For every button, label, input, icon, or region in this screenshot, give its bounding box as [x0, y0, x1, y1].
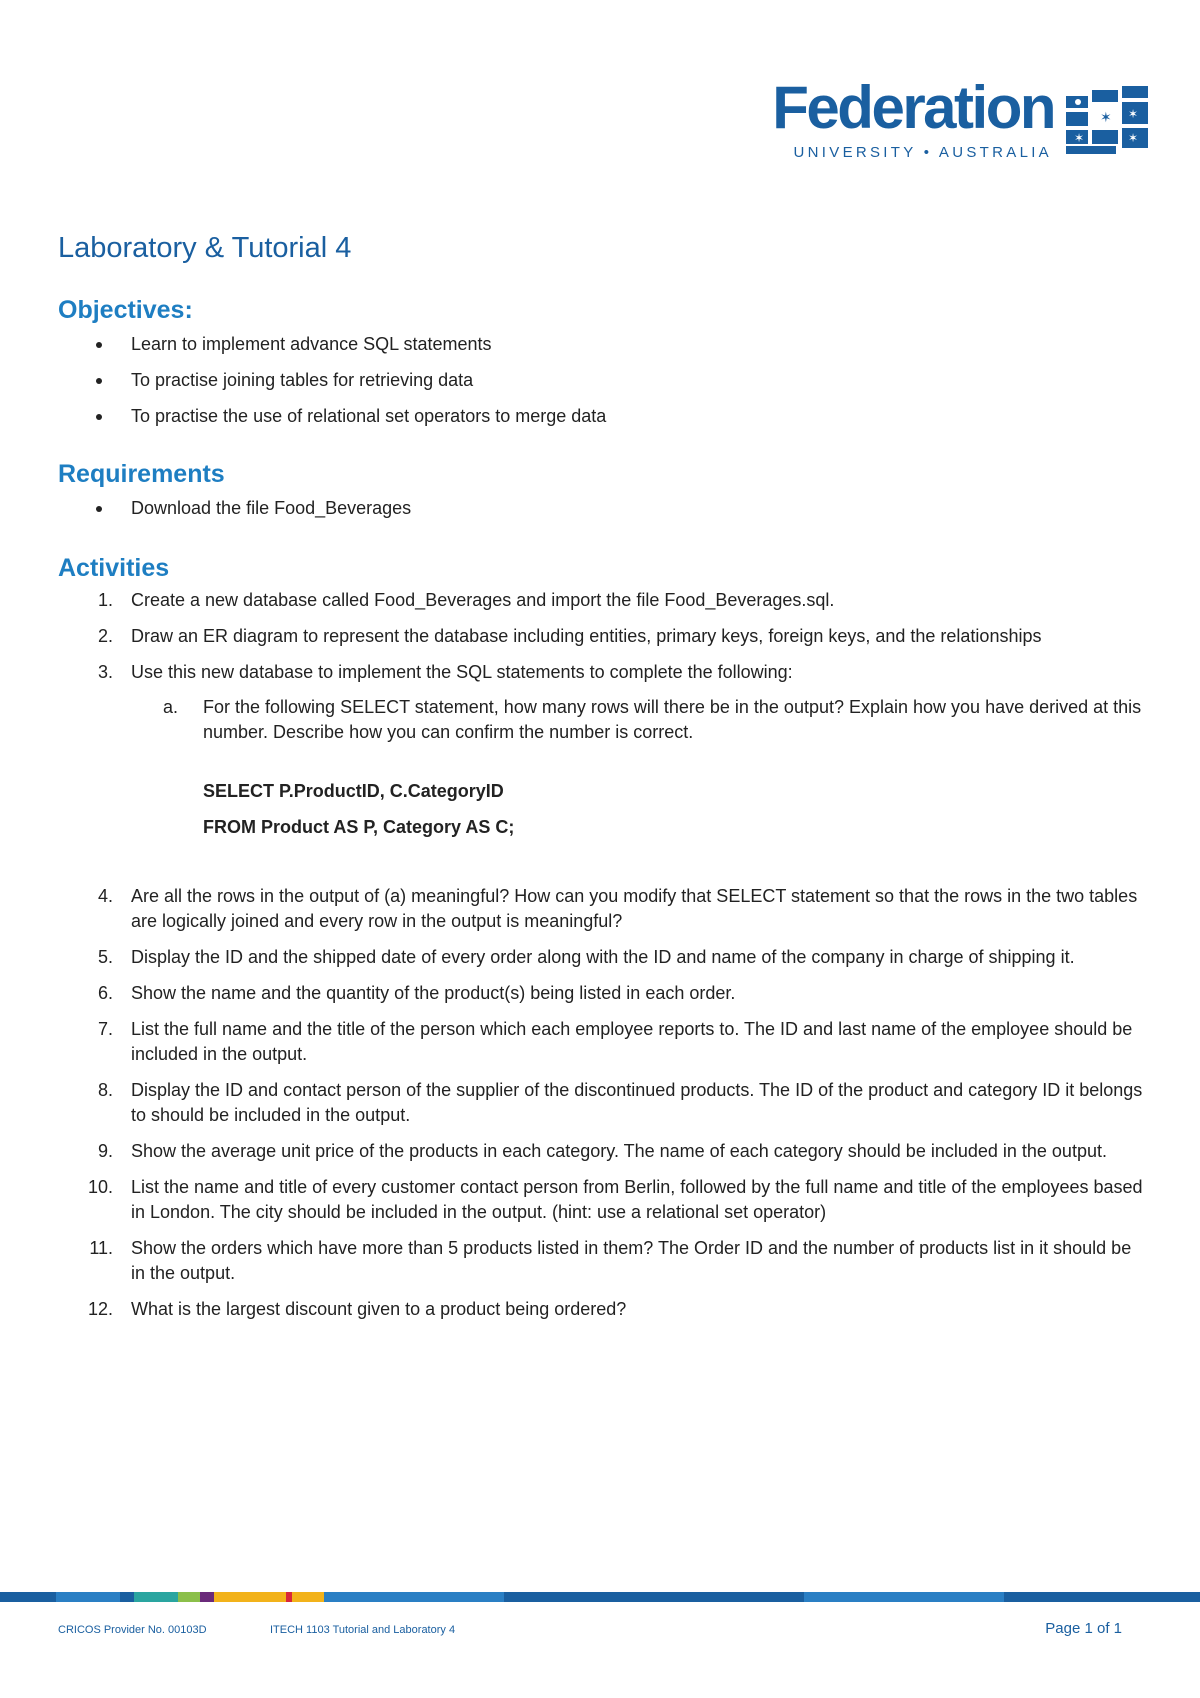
list-item: 2. Draw an ER diagram to represent the database including entities, primary keys, foreign keys, and the relationships — [97, 626, 1042, 646]
svg-text:✶: ✶ — [1128, 131, 1139, 145]
bar-segment — [324, 1592, 504, 1602]
page-footer — [58, 1620, 1122, 1637]
objectives-list — [58, 332, 1148, 428]
list-item: 3. Use this new database to implement the SQL statements to complete the following: a. For the following SELECT statement, how many rows will there be in the output? Explain how you have derived at this number. Describe how you can confirm the number is correct. SELECT P.ProductID, C.CategoryID FROM Product AS P, Category AS C; — [58, 660, 1148, 840]
bar-segment — [120, 1592, 134, 1602]
bar-segment — [134, 1592, 178, 1602]
list-item: 12. What is the largest discount given to a product being ordered? — [87, 1299, 627, 1319]
bullet-icon — [96, 342, 102, 348]
svg-text:✶: ✶ — [1074, 131, 1085, 145]
sub-item-a: a. For the following SELECT statement, how many rows will there be in the output? Explain how you have derived at this number. Describe how you can confirm the number is correct. — [163, 697, 1142, 742]
list-item: To practise joining tables for retrieving data — [58, 368, 1148, 392]
list-item: 9. Show the average unit price of the products in each category. The name of each category should be included in the output. — [97, 1141, 1107, 1161]
list-item: 11. Show the orders which have more than 5 products listed in them? The Order ID and the number of products list in it should be in the output. — [89, 1238, 1132, 1283]
svg-text:✶: ✶ — [1100, 110, 1112, 126]
list-item: 6. Show the name and the quantity of the product(s) being listed in each order. — [97, 983, 736, 1003]
list-item: 7. List the full name and the title of the person which each employee reports to. The ID and last name of the employee should be included in the output. — [97, 1019, 1133, 1064]
bar-segment — [200, 1592, 214, 1602]
objectives-heading: Objectives: — [58, 296, 193, 324]
bar-segment — [1004, 1592, 1200, 1602]
bar-segment — [292, 1592, 324, 1602]
code-line: FROM Product AS P, Category AS C; — [203, 817, 515, 837]
svg-text:✶: ✶ — [1128, 107, 1139, 121]
requirements-heading: Requirements — [58, 460, 225, 488]
code-line: SELECT P.ProductID, C.CategoryID — [203, 781, 504, 801]
bar-segment — [178, 1592, 200, 1602]
list-item: 8. Display the ID and contact person of the supplier of the discontinued products. The ID of the product and category ID it belongs to should be included in the output. — [97, 1080, 1143, 1125]
requirements-list — [58, 496, 1148, 520]
activities-list — [58, 588, 1148, 1322]
page-title: Laboratory & Tutorial 4 — [58, 232, 352, 264]
course-label: ITECH 1103 Tutorial and Laboratory 4 — [270, 1624, 456, 1636]
bar-segment — [804, 1592, 1004, 1602]
list-item: 1. Create a new database called Food_Beverages and import the file Food_Beverages.sql. — [97, 590, 835, 610]
bar-segment — [56, 1592, 120, 1602]
bar-segment — [504, 1592, 804, 1602]
footer-color-bar — [0, 1592, 1200, 1602]
sql-code-block — [131, 779, 1148, 840]
bar-segment — [214, 1592, 286, 1602]
university-logo — [772, 74, 1148, 161]
list-item: 10. List the name and title of every customer contact person from Berlin, followed by the full name and title of the employees based in London. The city should be included in the output. (hint: use a relational set operator) — [87, 1177, 1143, 1222]
logo-subtitle: UNIVERSITY • AUSTRALIA — [793, 144, 1052, 161]
list-item: 5. Display the ID and the shipped date of every order along with the ID and name of the company in charge of shipping it. — [97, 947, 1075, 967]
activities-heading: Activities — [58, 554, 170, 582]
list-item: Learn to implement advance SQL statements — [58, 332, 1148, 356]
flag-icon — [1066, 86, 1148, 156]
bullet-icon — [96, 378, 102, 384]
list-item: 4. Are all the rows in the output of (a) meaningful? How can you modify that SELECT statement so that the rows in the two tables are logically joined and every row in the output is meaningful? — [97, 886, 1138, 931]
bar-segment — [0, 1592, 56, 1602]
list-item: To practise the use of relational set operators to merge data — [58, 404, 1148, 428]
list-item: Download the file Food_Beverages — [58, 496, 1148, 520]
page-number: Page 1 of 1 — [1045, 1620, 1122, 1637]
cricos-label: CRICOS Provider No. 00103D — [58, 1624, 207, 1636]
document-body — [58, 226, 1148, 1333]
bullet-icon — [96, 506, 102, 512]
logo-wordmark: Federation — [772, 74, 1054, 141]
bullet-icon — [96, 414, 102, 420]
